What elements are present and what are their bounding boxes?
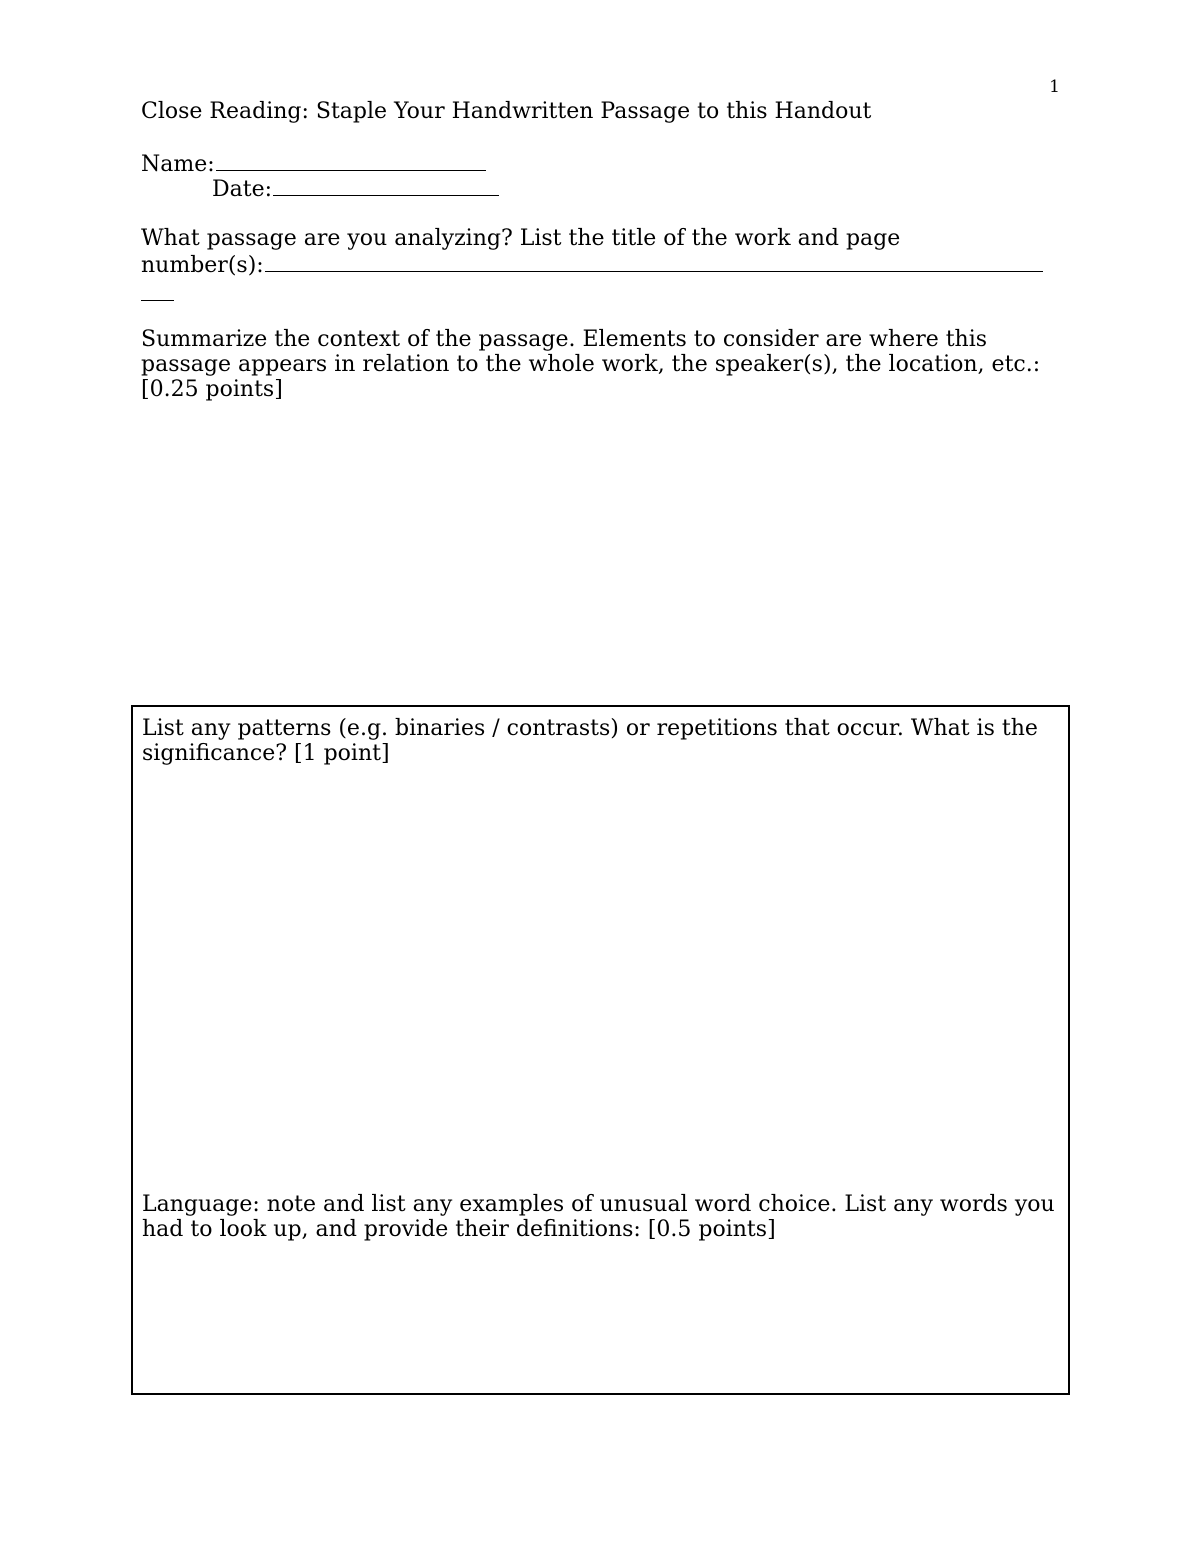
name-blank[interactable] xyxy=(216,150,486,171)
passage-blank-continuation[interactable] xyxy=(141,300,174,301)
passage-question-line1: What passage are you analyzing? List the title of the work and page xyxy=(141,226,901,251)
patterns-question: List any patterns (e.g. binaries / contrasts) or repetitions that occur. What is the significance? [1 point] xyxy=(142,716,1038,766)
passage-question-line2 xyxy=(141,251,1061,278)
date-field xyxy=(212,175,499,202)
page-number: 1 xyxy=(1049,77,1060,97)
response-box xyxy=(131,705,1070,1395)
name-field xyxy=(141,150,486,177)
date-blank[interactable] xyxy=(273,175,499,196)
passage-question-label: number(s): xyxy=(141,253,264,278)
passage-blank[interactable] xyxy=(265,251,1043,272)
page-title: Close Reading: Staple Your Handwritten Passage to this Handout xyxy=(141,99,872,124)
date-label: Date: xyxy=(212,177,273,202)
name-label: Name: xyxy=(141,152,215,177)
summary-question: Summarize the context of the passage. Elements to consider are where this passage appears in relation to the whole work, the speaker(s), the location, etc.: [0.25 points] xyxy=(141,327,1041,402)
language-question: Language: note and list any examples of unusual word choice. List any words you had to look up, and provide their definitions: [0.5 points] xyxy=(142,1192,1055,1242)
passage-question xyxy=(141,226,1061,278)
